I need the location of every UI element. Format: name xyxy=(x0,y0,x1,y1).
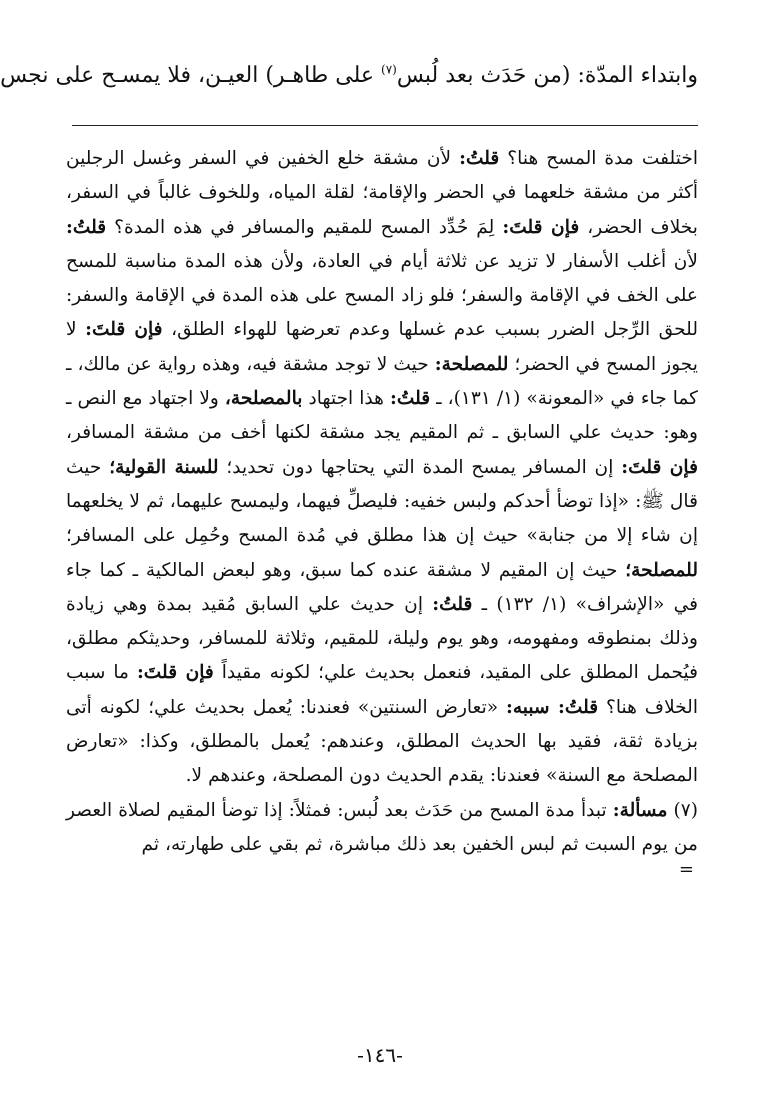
footnote-text: «تعارض السنتين» فعندنا: يُعمل بحديث علي؛ لكونه أتى بزيادة ثقة، فقيد بها الحديث المطلق، وعندهم: يُعمل بالمطلق، وكذا: «تعارض المصلحة مع السنة» فعندنا: يقدم الحديث دون المصلحة، وعندهم لا. xyxy=(66,696,698,787)
footnote-text: لا يجوز المسح في الحضر؛ xyxy=(66,319,698,375)
bold-term: قلتُ: سببه: xyxy=(505,696,599,718)
footnote-text: (٧) xyxy=(667,799,698,821)
footnote-text: ما سبب الخلاف هنا؟ xyxy=(66,662,698,718)
bold-term: قلتُ: xyxy=(389,388,431,410)
bold-term: مسألة: xyxy=(612,799,668,821)
bold-term: للمصلحة؛ xyxy=(625,559,698,581)
footnote-text: حيث إن المقيم لا مشقة عنده كما سبق، وهو لبعض المالكية ـ كما جاء في «الإشراف» (١/ ١٣٢) ـ xyxy=(66,559,698,615)
footnote-reference-7[interactable]: (٧) xyxy=(381,62,397,77)
footnote-text: تبدأ مدة المسح من حَدَث بعد لُبس: فمثلاً: إذا توضأ المقيم لصلاة العصر من يوم السبت ثم لبس الخفين بعد ذلك مباشرة، ثم بقي على طهارته، ثم xyxy=(66,799,698,855)
bold-term: قلتُ: xyxy=(432,593,473,615)
bold-term: للسنة القولية؛ xyxy=(109,456,219,478)
footnote-text: هذا اجتهاد xyxy=(302,388,390,410)
bold-term: قلتُ: xyxy=(66,216,107,238)
footnote-text: اختلفت مدة المسح هنا؟ xyxy=(499,148,698,169)
footnote-text: حيث قال ﷺ: «إذا توضأ أحدكم ولبس خفيه: فليصلِّ فيهما، وليمسح عليهما، ثم لا يخلعهما إن شاء إلا من جنابة» حيث إن هذا مطلق في مُدة المسح وحُمِل على المسافر؛ xyxy=(66,456,698,547)
footnote-text: لِمَ حُدِّد المسح للمقيم والمسافر في هذه المدة؟ xyxy=(106,216,503,238)
bold-term: بالمصلحة، xyxy=(224,388,303,410)
footnote-text: إن حديث علي السابق مُقيد بمدة وهي زيادة وذلك بمنطوقه ومفهومه، وهو يوم وليلة، للمقيم، وثلاثة للمسافر، وحديثكم مطلق، فيُحمل المطلق على المقيد، فنعمل بحديث علي؛ لكونه مقيداً xyxy=(66,593,698,684)
footnote-text: إن المسافر يمسح المدة التي يحتاجها دون تحديد؛ xyxy=(218,456,622,478)
footnote-text: ولا اجتهاد مع النص ـ وهو: حديث علي السابق ـ ثم المقيم يجد مشقة لكنها أخف من مشقة المسافر، xyxy=(66,388,698,444)
main-text-line xyxy=(0,58,698,94)
bold-term: فإن قلتَ: xyxy=(136,662,214,684)
footnotes-area xyxy=(66,142,699,881)
footnote-6-continuation xyxy=(66,142,698,794)
footnote-separator-line xyxy=(72,125,698,126)
footnote-text: حيث لا توجد مشقة فيه، وهذه رواية عن مالك، ـ كما جاء في «المعونة» (١/ ١٣١)، ـ xyxy=(66,353,698,410)
bold-term: فإن قلتَ: xyxy=(85,319,163,341)
main-text-end: على طاهـر) العيـن، فلا يمسـح على نجس xyxy=(0,63,382,88)
footnote-text: لأن مشقة خلع الخفين في السفر وغسل الرجلين أكثر من مشقة خلعهما في الحضر والإقامة؛ لقلة المياه، وللخوف غالباً في السفر، بخلاف الحضر، xyxy=(66,148,698,238)
bold-term: للمصلحة: xyxy=(434,353,509,375)
bold-term: فإن قلتَ: xyxy=(502,216,580,238)
footnote-text: لأن أغلب الأسفار لا تزيد عن ثلاثة أيام في العادة، ولأن هذه المدة مناسبة للمسح على الخف في الإقامة والسفر؛ فلو زاد المسح على هذه المدة في الإقامة والسفر: للحق الرِّجل الضرر بسبب عدم غسلها وعدم تعرضها للهواء الطلق، xyxy=(66,250,699,341)
footnote-7 xyxy=(66,794,698,863)
bold-term: قلتُ: xyxy=(459,148,500,169)
footnote-continuation-mark: = xyxy=(678,859,694,881)
main-text-start: وابتداء المدّة: (من حَدَث بعد لُبس xyxy=(396,63,698,88)
page-number: -١٤٦- xyxy=(357,1043,403,1067)
bold-term: فإن قلتَ: xyxy=(621,456,698,478)
